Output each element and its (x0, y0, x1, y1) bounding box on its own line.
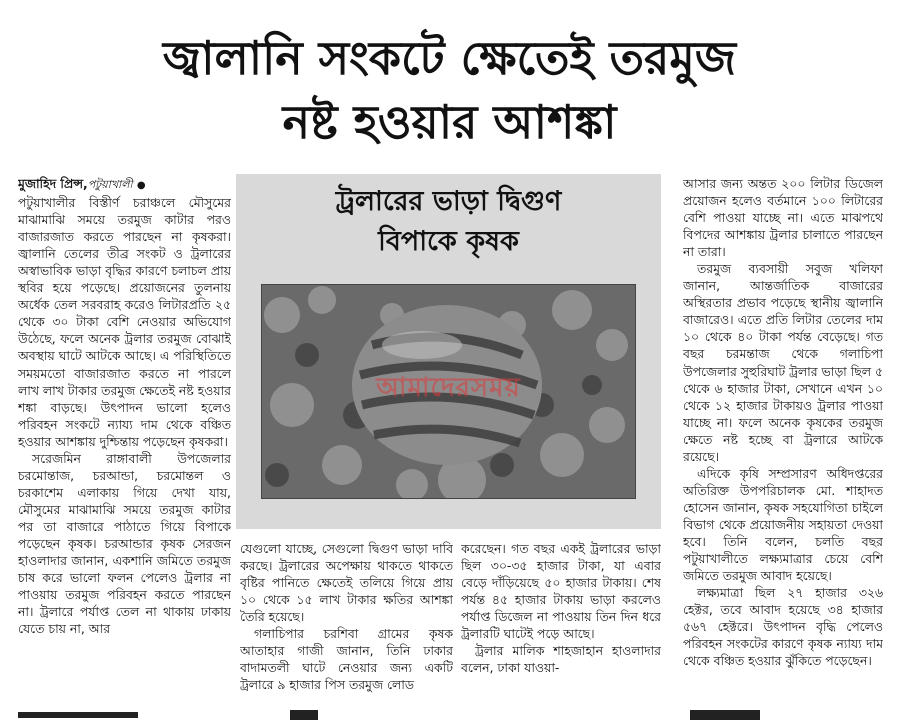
paragraph: তরমুজ ব্যবসায়ী সবুজ খলিফা জানান, আন্তর্জাতিক বাজারের অস্থিরতার প্রভাব পড়েছে স্থানীয় জ্বালানি বাজারেও। এতে প্রতি লিটার তেলের দাম ১০ থেকে ৪০ টাকা পর্যন্ত বেড়েছে। গত বছর চরমন্তাজ থেকে গলাচিপা উপজেলার সুহুরিঘাট ট্রলার ভাড়া ছিল ৫ থেকে ৬ হাজার টাকা, সেখানে এখন ১০ থেকে ১২ হাজার টাকায়ও ট্রলার পাওয়া যাচ্ছে না। ফলে অনেক কৃষকের তরমুজ ক্ষেতে নষ্ট হচ্ছে বা ট্রলারে আটকে রয়েছে। (683, 261, 883, 464)
paragraph: যেগুলো যাচ্ছে, সেগুলো দ্বিগুণ ভাড়া দাবি করছে। ট্রলারের অপেক্ষায় থাকতে থাকতে বৃষ্টির পানিতে ক্ষেতেই তলিয়ে গিয়ে প্রায় ১০ থেকে ১৫ লাখ টাকার ক্ষতির আশঙ্কা তৈরি হয়েছে। (240, 541, 453, 625)
next-article-fragment (690, 710, 760, 720)
byline-place: পটুয়াখালী (87, 178, 133, 191)
paragraph: গলাচিপার চরশিবা গ্রামের কৃষক আতাহার গাজী জানান, তিনি ঢাকার বাদামতলী ঘাটে নেওয়ার জন্য একটি ট্রলারে ৯ হাজার পিস তরমুজ লোড (240, 626, 453, 693)
byline-bullet-icon: ● (136, 180, 146, 191)
headline-line-2: নষ্ট হওয়ার আশঙ্কা (282, 95, 617, 149)
subhead-line-1: ট্রলারের ভাড়া দ্বিগুণ (335, 186, 562, 217)
headline (0, 26, 899, 154)
feature-box (236, 174, 661, 529)
paragraph: সরেজমিন রাঙ্গাবালী উপজেলার চরমোন্তাজ, চরআন্ডা, চরমোন্তল ও চরকাশেম এলাকায় গিয়ে দেখা যায়, মৌসুমের মাঝামাঝি সময়ে তরমুজ কাটার পর তা বাজারে পাঠাতে গিয়ে বিপাকে পড়েছেন কৃষক। চরআন্ডার কৃষক সেরজন হাওলাদার জানান, একশানি জমিতে তরমুজ চাষ করে ভালো ফলন পেলেও ট্রলার না পাওয়ায় তরমুজ পরিবহন করতে পারছেন না। ট্রলারে পর্যাপ্ত তেল না থাকায় ঢাকায় যেতে চায় না, আর (18, 450, 231, 637)
next-article-fragment (18, 712, 138, 718)
next-article-fragment (290, 710, 318, 720)
paragraph: পটুয়াখালীর বিস্তীর্ণ চরাঞ্চলে মৌসুমের মাঝামাঝি সময়ে তরমুজ কাটার পরও বাজারজাত করতে পারছেন না কৃষকরা। জ্বালানি তেলের তীব্র সংকট ও ট্রলারের অস্বাভাবিক ভাড়া বৃদ্ধির কারণে চলাচল প্রায় স্থবির হয়ে পড়েছে। প্রয়োজনের তুলনায় অর্ধেক তেল সরবরাহ করেও লিটারপ্রতি ২৫ থেকে ৩০ টাকা বেশি নেওয়ার অভিযোগ উঠেছে, ফলে অনেক ট্রলার তরমুজ বোঝাই অবস্থায় ঘাটে আটকে আছে। এ পরিস্থিতিতে সময়মতো বাজারজাত করতে না পারলে লাখ লাখ টাকার তরমুজ ক্ষেতেই নষ্ট হওয়ার শঙ্কা বাড়ছে। উৎপাদন ভালো হলেও পরিবহন সংকটে ন্যায্য দাম থেকে বঞ্চিত হওয়ার আশঙ্কায় দুশ্চিন্তায় পড়েছেন কৃষকরা। (18, 195, 231, 449)
subhead-line-2: বিপাকে কৃষক (378, 226, 519, 257)
article-column-4 (683, 175, 883, 705)
paragraph: ট্রলার মালিক শাহজাহান হাওলাদার বলেন, ঢাকা যাওয়া- (461, 643, 661, 676)
headline-line-1: জ্বালানি সংকটে ক্ষেতেই তরমুজ (162, 31, 737, 85)
paragraph: করেছেন। গত বছর একই ট্রলারের ভাড়া ছিল ৩০-৩৫ হাজার টাকা, যা এবার বেড়ে দাঁড়িয়েছে ৫০ হাজার টাকায়। শেষ পর্যন্ত ৪৫ হাজার টাকায় ভাড়া করলেও পর্যাপ্ত ডিজেল না পাওয়ায় তিন দিন ধরে ট্রলারটি ঘাটেই পড়ে আছে। (461, 541, 661, 642)
watermark-logo: আমাদেরসময় (376, 373, 521, 403)
article-column-1 (18, 175, 231, 705)
paragraph: আসার জন্য অন্তত ২০০ লিটার ডিজেল প্রয়োজন হলেও বর্তমানে ১০০ লিটারের বেশি পাওয়া যাচ্ছে না। এতে মাঝপথে বিপদের আশঙ্কায় ট্রলার চালাতে পারছেন না তারা। (683, 176, 883, 260)
watermelon-photo (261, 284, 636, 499)
byline-author: মুজাহিদ প্রিন্স, (18, 176, 88, 191)
byline (18, 175, 231, 194)
paragraph: এদিকে কৃষি সম্প্রসারণ অধিদপ্তরের অতিরিক্ত উপপরিচালক মো. শাহাদত হোসেন জানান, কৃষক সহযোগিতা চাইলে বিভাগ থেকে প্রয়োজনীয় সহায়তা দেওয়া হবে। তিনি বলেন, চলতি বছর পটুয়াখালীতে লক্ষ্যমাত্রার চেয়ে বেশি জমিতে তরমুজ আবাদ হয়েছে। (683, 465, 883, 584)
subhead (236, 182, 661, 262)
article-column-3 (461, 540, 661, 705)
article-column-2 (240, 540, 453, 705)
paragraph: লক্ষ্যমাত্রা ছিল ২৭ হাজার ৩২৬ হেক্টর, তবে আবাদ হয়েছে ৩৪ হাজার ৫৬৭ হেক্টরে। উৎপাদন বৃদ্ধি পেলেও পরিবহন সংকটের কারণে কৃষক ন্যায্য দাম থেকে বঞ্চিত হওয়ার ঝুঁকিতে পড়েছেন। (683, 585, 883, 669)
